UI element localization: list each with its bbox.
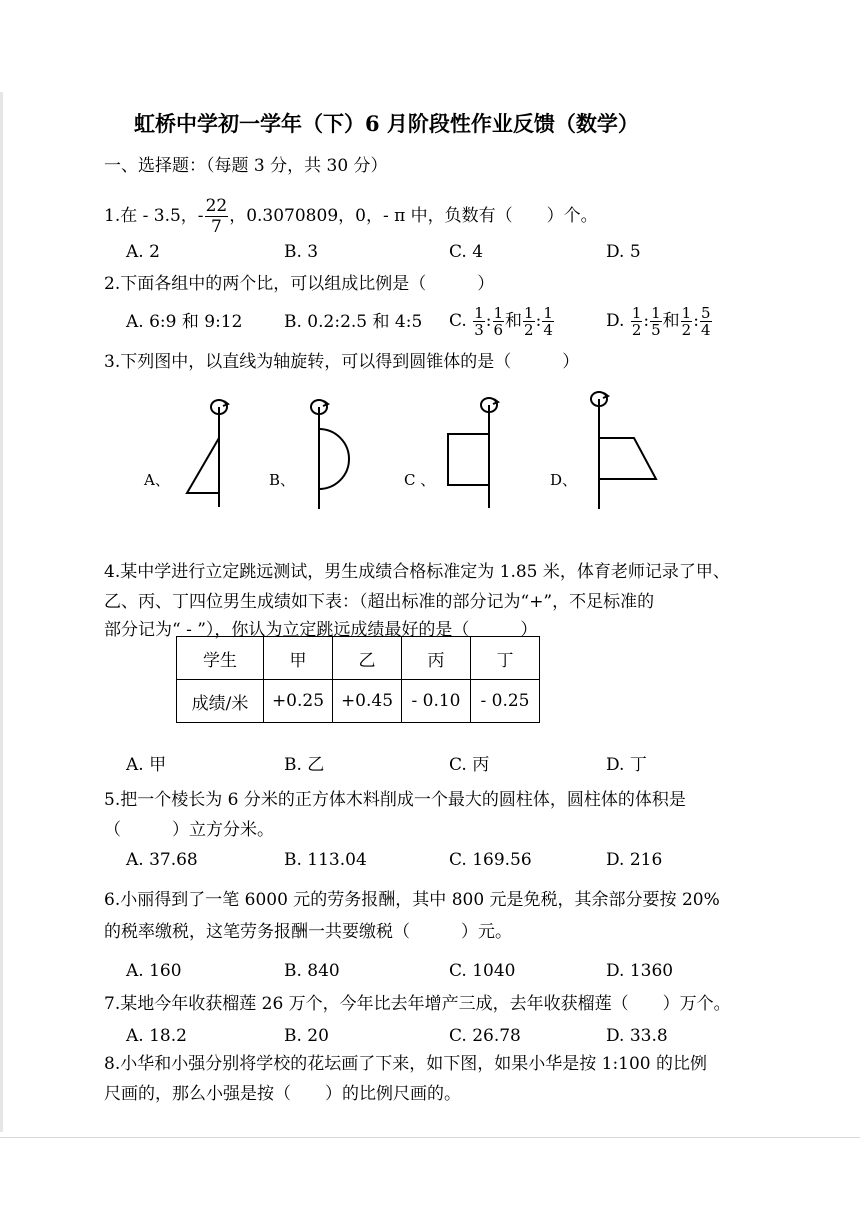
q7-option-d[interactable]: D. 33.8	[606, 1026, 668, 1046]
question-1	[104, 196, 598, 237]
table-cell: +0.25	[264, 680, 333, 723]
q6-option-b[interactable]: B. 840	[284, 961, 340, 981]
question-4-line-1: 4.某中学进行立定跳远测试，男生成绩合格标准定为 1.85 米，体育老师记录了甲、	[104, 562, 730, 582]
question-2: 2.下面各组中的两个比，可以组成比例是（ ）	[104, 274, 495, 294]
question-4-line-2: 乙、丙、丁四位男生成绩如下表：（超出标准的部分记为“+”，不足标准的	[104, 592, 655, 612]
q1-option-b[interactable]: B. 3	[284, 242, 319, 262]
q4-option-c[interactable]: C. 丙	[449, 755, 490, 775]
question-5-line-1: 5.把一个棱长为 6 分米的正方体木料削成一个最大的圆柱体，圆柱体的体积是	[104, 790, 686, 810]
fraction-22-7: $\frac{22}{7}$	[205, 196, 228, 237]
table-header-row	[177, 637, 540, 680]
q4-option-b[interactable]: B. 乙	[284, 755, 325, 775]
q3-option-d[interactable]: D、	[550, 471, 578, 489]
scores-table	[176, 636, 540, 723]
table-header-cell: 甲	[264, 637, 333, 680]
q1-text-pre: 1.在 - 3.5，-	[104, 206, 204, 226]
q6-option-a[interactable]: A. 160	[126, 961, 182, 981]
q1-option-c[interactable]: C. 4	[449, 242, 484, 262]
page-title: 虹桥中学初一学年（下）6 月阶段性作业反馈（数学）	[134, 111, 639, 136]
rotation-figures	[144, 391, 664, 511]
q4-option-d[interactable]: D. 丁	[606, 755, 647, 775]
q2-option-b[interactable]: B. 0.2:2.5 和 4:5	[284, 312, 423, 332]
q5-option-d[interactable]: D. 216	[606, 850, 663, 870]
table-cell: +0.45	[333, 680, 402, 723]
q7-option-b[interactable]: B. 20	[284, 1026, 329, 1046]
question-7: 7.某地今年收获榴莲 26 万个，今年比去年增产三成，去年收获榴莲（ ）万个。	[104, 994, 731, 1014]
q6-option-c[interactable]: C. 1040	[449, 961, 516, 981]
question-6-line-1: 6.小丽得到了一笔 6000 元的劳务报酬，其中 800 元是免税，其余部分要按 20%	[104, 890, 720, 910]
q5-option-b[interactable]: B. 113.04	[284, 850, 367, 870]
question-6-line-2: 的税率缴税，这笔劳务报酬一共要缴税（ ）元。	[104, 922, 512, 942]
q7-option-a[interactable]: A. 18.2	[126, 1026, 187, 1046]
page-left-edge	[0, 92, 3, 1132]
q6-option-d[interactable]: D. 1360	[606, 961, 674, 981]
table-row	[177, 680, 540, 723]
question-4-line-3: 部分记为“ - ”），你认为立定跳远成绩最好的是（ ）	[104, 620, 538, 640]
q1-option-a[interactable]: A. 2	[126, 242, 160, 262]
q1-text-post: ，0.3070809，0，- π 中，负数有（ ）个。	[229, 206, 598, 226]
table-cell: 成绩/米	[177, 680, 264, 723]
question-5-line-2: （ ）立方分米。	[104, 820, 274, 840]
question-3: 3.下列图中，以直线为轴旋转，可以得到圆锥体的是（ ）	[104, 352, 580, 372]
table-header-cell: 丙	[402, 637, 471, 680]
table-cell: - 0.10	[402, 680, 471, 723]
q4-option-a[interactable]: A. 甲	[126, 755, 167, 775]
q2-option-c[interactable]: C. $\frac{1}{3}$ : $\frac{1}{6}$ 和 $\frac{1}{2}$ : $\frac{1}{4}$	[449, 304, 553, 339]
q5-option-c[interactable]: C. 169.56	[449, 850, 532, 870]
question-8-line-2: 尺画的，那么小强是按（ ）的比例尺画的。	[104, 1084, 461, 1104]
q2-option-a[interactable]: A. 6:9 和 9:12	[126, 312, 243, 332]
q3-option-b[interactable]: B、	[269, 471, 296, 489]
question-8-line-1: 8.小华和小强分别将学校的花坛画了下来，如下图，如果小华是按 1:100 的比例	[104, 1054, 708, 1074]
q3-option-c[interactable]: C 、	[404, 471, 436, 489]
table-header-cell: 丁	[471, 637, 540, 680]
table-header-cell: 学生	[177, 637, 264, 680]
section-heading: 一、选择题：（每题 3 分，共 30 分）	[104, 156, 388, 176]
q2-option-d[interactable]: D. $\frac{1}{2}$ : $\frac{1}{5}$ 和 $\frac{1}{2}$ : $\frac{5}{4}$	[606, 304, 711, 339]
q3-option-a[interactable]: A、	[144, 471, 170, 489]
page-bottom-divider	[0, 1137, 860, 1138]
q5-option-a[interactable]: A. 37.68	[126, 850, 198, 870]
q1-option-d[interactable]: D. 5	[606, 242, 641, 262]
table-header-cell: 乙	[333, 637, 402, 680]
table-cell: - 0.25	[471, 680, 540, 723]
q7-option-c[interactable]: C. 26.78	[449, 1026, 521, 1046]
